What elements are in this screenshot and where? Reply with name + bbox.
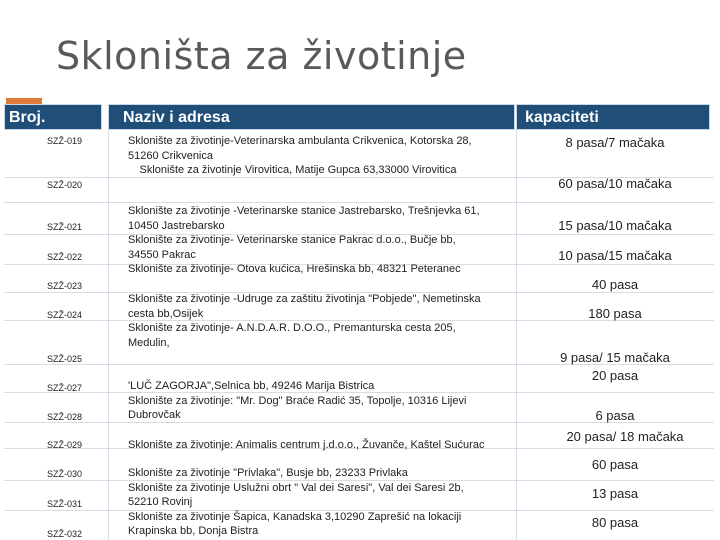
table-header bbox=[0, 104, 710, 130]
shelter-capacity: 13 pasa bbox=[591, 486, 639, 501]
shelter-code: SZŽ-032 bbox=[47, 529, 83, 539]
shelter-address: 'LUČ ZAGORJA",Selnica bb, 49246 Marija Bistrica Sklonište za životinje: "Mr. Dog" Braće Radić 35, Topolje, 10316 Lijevi Dubrovčak bbox=[128, 380, 467, 421]
shelter-capacity: 60 pasa/10 mačaka bbox=[558, 176, 672, 191]
shelter-code: SZŽ-028 bbox=[47, 412, 83, 422]
header-capacity: kapaciteti bbox=[516, 104, 710, 130]
shelter-capacity: 40 pasa bbox=[591, 277, 639, 292]
shelter-code: SZŽ-024 bbox=[47, 310, 83, 320]
shelter-capacity: 60 pasa bbox=[591, 457, 639, 472]
row-divider bbox=[4, 202, 714, 203]
shelter-code: SZŽ-031 bbox=[47, 499, 83, 509]
shelter-capacity: 20 pasa bbox=[591, 368, 639, 383]
shelter-address: Sklonište za životinje "Privlaka", Busje bb, 23233 Privlaka Sklonište za životinje Uslužni obrt " Val dei Saresi", Val dei Saresi 2b, 52210 Rovinj Sklonište za životinje Šapica, Kanadska 3,10290 Zaprešić na lokaciji Krapinska bb, Donja Bistra bbox=[128, 467, 464, 537]
page-title: Skloništa za životinje bbox=[56, 34, 467, 78]
shelter-code: SZŽ-021 bbox=[47, 222, 83, 232]
shelter-capacity: 8 pasa/7 mačaka bbox=[565, 135, 665, 150]
shelter-address: Sklonište za životinje: Animalis centrum j.d.o.o., Žuvanče, Kaštel Sućurac bbox=[128, 439, 485, 451]
shelter-capacity: 80 pasa bbox=[591, 515, 639, 530]
header-number: Broj. bbox=[4, 104, 102, 130]
shelter-capacity: 180 pasa bbox=[588, 306, 642, 321]
shelter-capacity: 20 pasa/ 18 mačaka bbox=[566, 429, 684, 444]
shelter-capacity: 9 pasa/ 15 mačaka bbox=[560, 350, 670, 365]
shelter-code: SZŽ-025 bbox=[47, 354, 83, 364]
shelter-address: Sklonište za životinje -Veterinarske stanice Jastrebarsko, Trešnjevka 61, 10450 Jastrebarsko Sklonište za životinje- Veterinarske stanice Pakrac d.o.o., Bučje bb, 34550 Pakrac Sklonište za životinje- Otova kućica, Hrešinska bb, 48321 Peteranec bbox=[128, 205, 480, 275]
shelter-code: SZŽ-029 bbox=[47, 440, 83, 450]
shelter-code: SZŽ-019 bbox=[47, 136, 83, 146]
shelter-capacity: 15 pasa/10 mačaka bbox=[558, 218, 672, 233]
header-name-address: Naziv i adresa bbox=[108, 104, 515, 130]
column-divider bbox=[108, 130, 109, 540]
shelter-address: Sklonište za životinje -Udruge za zaštitu životinja "Pobjede", Nemetinska cesta bb,Osijek Sklonište za životinje- A.N.D.A.R. D.O.O., Premanturska cesta 205, Medulin, bbox=[128, 293, 481, 349]
shelter-capacity: 6 pasa bbox=[595, 408, 635, 423]
shelter-address: Sklonište za životinje Virovitica, Matije Gupca 63,33000 Virovitica bbox=[139, 164, 457, 176]
shelter-code: SZŽ-027 bbox=[47, 383, 83, 393]
shelter-code: SZŽ-020 bbox=[47, 180, 83, 190]
shelter-capacity: 10 pasa/15 mačaka bbox=[558, 248, 672, 263]
shelter-address: Sklonište za životinje-Veterinarska ambulanta Crikvenica, Kotorska 28, 51260 Crikvenica bbox=[128, 135, 472, 162]
shelter-code: SZŽ-023 bbox=[47, 281, 83, 291]
shelter-code: SZŽ-022 bbox=[47, 252, 83, 262]
shelter-code: SZŽ-030 bbox=[47, 469, 83, 479]
